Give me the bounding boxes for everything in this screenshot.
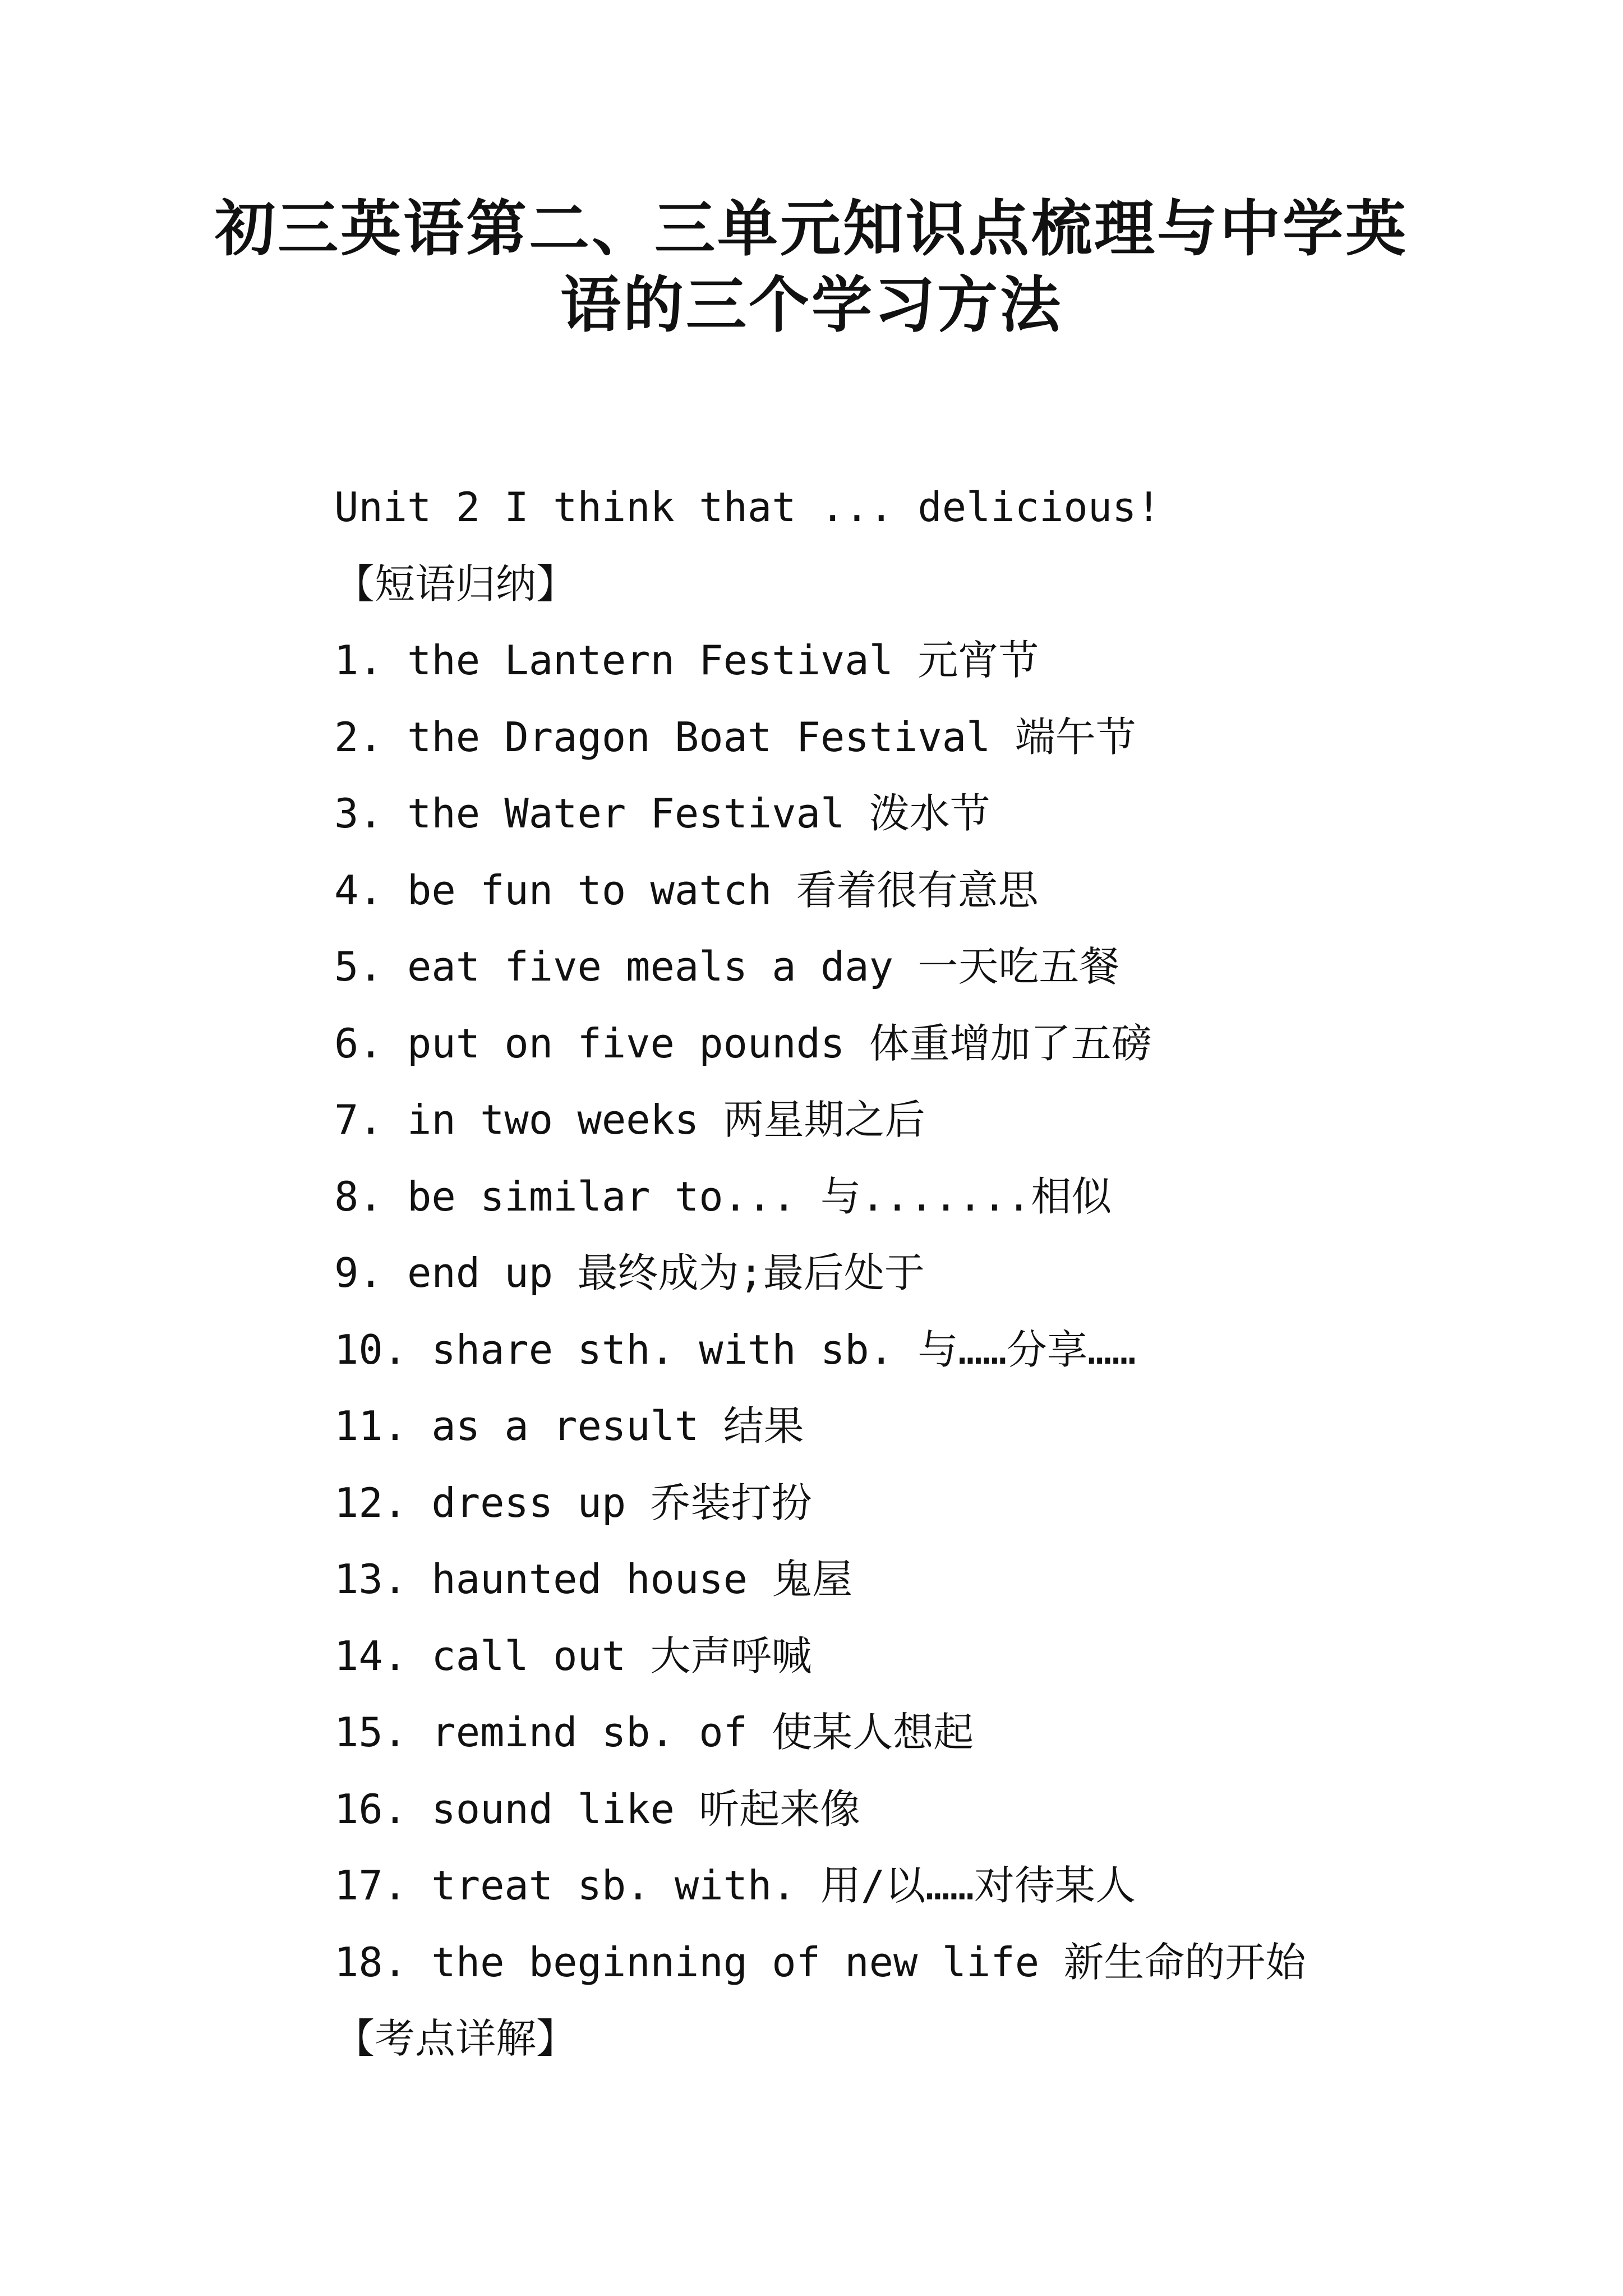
- phrase-item: 3. the Water Festival 泼水节: [334, 790, 990, 837]
- phrase-item: 16. sound like 听起来像: [334, 1785, 861, 1833]
- phrase-item: 17. treat sb. with. 用/以……对待某人: [334, 1862, 1136, 1909]
- phrase-item: 13. haunted house 鬼屋: [334, 1556, 853, 1603]
- section-heading-phrases: 【短语归纳】: [334, 560, 577, 608]
- title-line-2: 语的三个学习方法: [560, 270, 1063, 341]
- document-body: [334, 469, 1540, 2077]
- phrase-item: 11. as a result 结果: [334, 1402, 804, 1450]
- phrase-item: 7. in two weeks 两星期之后: [334, 1096, 925, 1143]
- phrase-item: 12. dress up 乔装打扮: [334, 1479, 812, 1526]
- phrase-item: 6. put on five pounds 体重增加了五磅: [334, 1019, 1152, 1067]
- phrase-item: 18. the beginning of new life 新生命的开始: [334, 1938, 1306, 1986]
- document-title: [168, 191, 1455, 343]
- phrase-item: 4. be fun to watch 看着很有意思: [334, 866, 1039, 914]
- phrase-item: 15. remind sb. of 使某人想起: [334, 1709, 974, 1756]
- phrase-item: 2. the Dragon Boat Festival 端午节: [334, 713, 1136, 761]
- phrase-item: 5. eat five meals a day 一天吃五餐: [334, 943, 1120, 990]
- unit-heading: Unit 2 I think that ... delicious!: [334, 484, 1161, 531]
- phrase-item: 1. the Lantern Festival 元宵节: [334, 637, 1039, 684]
- phrase-item: 9. end up 最终成为;最后处于: [334, 1249, 925, 1296]
- phrase-item: 10. share sth. with sb. 与……分享……: [334, 1326, 1136, 1373]
- section-heading-details: 【考点详解】: [334, 2015, 577, 2062]
- phrase-item: 14. call out 大声呼喊: [334, 1632, 812, 1680]
- title-line-1: 初三英语第二、三单元知识点梳理与中学英: [214, 194, 1408, 264]
- phrase-item: 8. be similar to... 与.......相似: [334, 1172, 1112, 1220]
